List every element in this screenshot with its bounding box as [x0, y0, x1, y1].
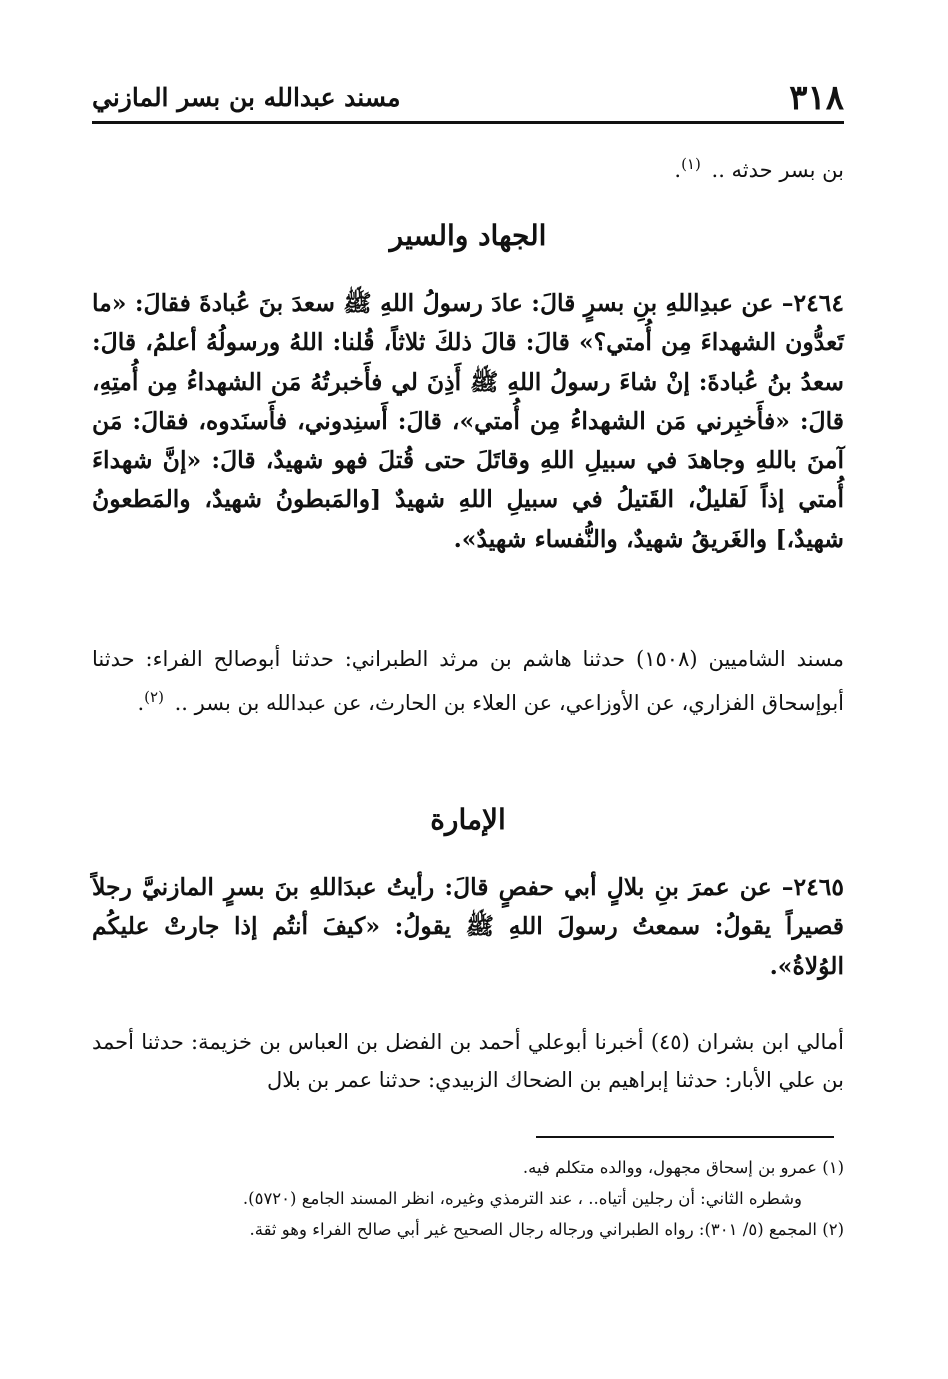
- header-rule: [92, 121, 844, 124]
- footnote-marker: (٢): [822, 1220, 844, 1239]
- carryover-text: [92, 146, 844, 188]
- hadith-2465: [92, 868, 844, 986]
- page-header: [92, 78, 844, 124]
- footnotes: [92, 1152, 844, 1245]
- section-heading-imara: الإمارة: [430, 803, 506, 836]
- hadith-number: ٢٤٦٤: [793, 289, 844, 317]
- hadith-text: – عن عمرَ بنِ بلالٍ أبي حفصٍ قالَ: رأيتُ عبدَاللهِ بنَ بسرٍ المازنيَّ رجلاً قصيراً يقولُ: سمعتُ رسولَ اللهِ ﷺ يقولُ: «كيفَ أنتُم إذا جارتْ عليكُم الوُلاةُ».: [92, 873, 844, 980]
- source-text: مسند الشاميين (١٥٠٨) حدثنا هاشم بن مرثد الطبراني: حدثنا أبوصالح الفراء: حدثنا أبوإسحاق الفزاري، عن الأوزاعي، عن العلاء بن الحارث، عن عبدالله بن بسر ..: [92, 647, 844, 715]
- footnote-text: عمرو بن إسحاق مجهول، ووالده متكلم فيه.: [522, 1158, 817, 1177]
- footnote-1-continued: [92, 1183, 844, 1214]
- page-number: ٣١٨: [789, 78, 844, 118]
- hadith-2464: [92, 284, 844, 559]
- hadith-source-2465: [92, 1024, 844, 1099]
- footnote-marker: (١): [822, 1158, 844, 1177]
- hadith-source-2464: [92, 641, 844, 722]
- carryover-body: بن بسر حدثه ..: [704, 158, 844, 182]
- footnote-ref-2[interactable]: (٢): [144, 687, 164, 706]
- hadith-number: ٢٤٦٥: [793, 873, 844, 901]
- source-end: .: [137, 690, 145, 715]
- source-text: أمالي ابن بشران (٤٥) أخبرنا أبوعلي أحمد بن الفضل بن العباس بن خزيمة: حدثنا أحمد بن علي الأبار: حدثنا إبراهيم بن الضحاك الزبيدي: حدثنا عمر بن بلال: [92, 1030, 844, 1092]
- section-heading-jihad: الجهاد والسير: [389, 219, 547, 252]
- footnote-text: المجمع (٥/ ٣٠١): رواه الطبراني ورجاله رجال الصحيح غير أبي صالح الفراء وهو ثقة.: [249, 1220, 817, 1239]
- hadith-text: – عن عبدِاللهِ بنِ بسرٍ قالَ: عادَ رسولُ اللهِ ﷺ سعدَ بنَ عُبادةَ فقالَ: «ما تَعدُّون الشهداءَ مِن أُمتي؟» قالَ: قالَ ذلكَ ثلاثاً، قُلنا: اللهُ ورسولُهُ أعلمُ، قالَ: سعدُ بنُ عُبادةَ: إنْ شاءَ رسولُ اللهِ ﷺ أَذِنَ لي فأَخبرتُهُ مَن الشهداءُ مِن أُمتِهِ، قالَ: «فأَخبِرني مَن الشهداءُ مِن أُمتي»، قالَ: أَسنِدوني، فأَسنَدوه، فقالَ: مَن آمنَ باللهِ وجاهدَ في سبيلِ اللهِ وقاتَلَ حتى قُتلَ فهو شهيدٌ، قالَ: «إنَّ شهداءَ أُمتي إذاً لَقليلٌ، القَتيلُ في سبيلِ اللهِ شهيدٌ [والمَبطونُ شهيدٌ، والمَطعونُ شهيدٌ،] والغَريقُ شهيدٌ، والنُّفساء شهيدٌ».: [92, 289, 844, 553]
- footnote-text: وشطره الثاني: أن رجلين أتياه.. ، عند الترمذي وغيره، انظر المسند الجامع (٥٧٢٠).: [242, 1189, 802, 1208]
- footnote-1: [92, 1152, 844, 1183]
- running-title: مسند عبدالله بن بسر المازني: [92, 83, 401, 112]
- carryover-end: .: [674, 158, 682, 182]
- footnote-ref-1[interactable]: (١): [681, 155, 701, 173]
- footnote-2: [92, 1214, 844, 1245]
- footnote-separator: [536, 1136, 834, 1138]
